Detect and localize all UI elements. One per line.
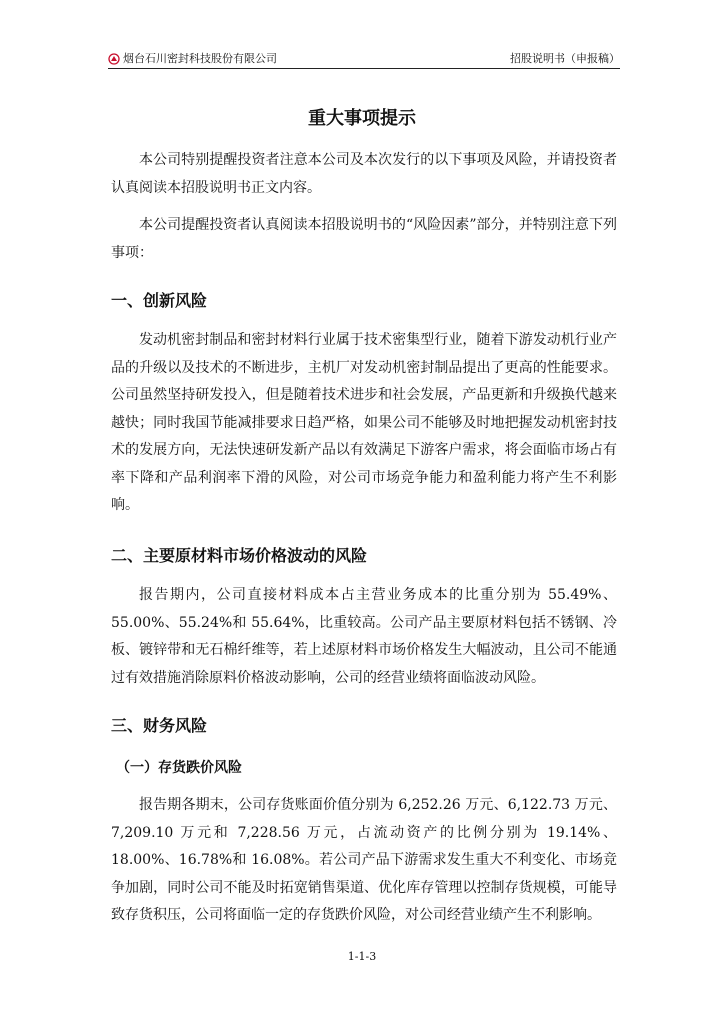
page-title: 重大事项提示	[308, 108, 416, 129]
subsection-heading-inventory-risk: （一）存货跌价风险	[116, 760, 242, 776]
header-company-name: 烟台石川密封科技股份有限公司	[123, 52, 277, 65]
section-heading-financial-risk: 三、财务风险	[111, 716, 208, 735]
page-number: 1-1-3	[347, 950, 377, 963]
header-divider	[108, 68, 620, 69]
section-paragraph-raw-material-risk: 报告期内，公司直接材料成本占主营业务成本的比重分别为 55.49%、55.00%、55.24%和 55.64%，比重较高。公司产品主要原材料包括不锈钢、冷板、镀锌带和无石棉纤维等，若上述原材料市场价格发生大幅波动，且公司不能通过有效措施消除原料价格波动影响，公司的经营业绩将面临波动风险。	[111, 587, 617, 686]
section-heading-innovation-risk: 一、创新风险	[111, 291, 208, 310]
intro-paragraph-2: 本公司提醒投资者认真阅读本招股说明书的“风险因素”部分，并特别注意下列事项：	[111, 217, 617, 261]
header-doc-type: 招股说明书（申报稿）	[510, 52, 620, 65]
page-header	[108, 50, 620, 68]
section-heading-raw-material-risk: 二、主要原材料市场价格波动的风险	[111, 546, 368, 565]
section-paragraph-innovation-risk: 发动机密封制品和密封材料行业属于技术密集型行业，随着下游发动机行业产品的升级以及技术的不断进步，主机厂对发动机密封制品提出了更高的性能要求。公司虽然坚持研发投入，但是随着技术进步和社会发展，产品更新和升级换代越来越快；同时我国节能减排要求日趋严格，如果公司不能够及时地把握发动机密封技术的发展方向，无法快速研发新产品以有效满足下游客户需求，将会面临市场占有率下降和产品利润率下滑的风险，对公司市场竞争能力和盈利能力将产生不利影响。	[111, 332, 617, 513]
section-paragraph-inventory-risk: 报告期各期末，公司存货账面价值分别为 6,252.26 万元、6,122.73 万元、7,209.10 万元和 7,228.56 万元，占流动资产的比例分别为 19.14%、18.00%、16.78%和 16.08%。若公司产品下游需求发生重大不利变化、市场竞争加剧，同时公司不能及时拓宽销售渠道、优化库存管理以控制存货规模，可能导致存货积压，公司将面临一定的存货跌价风险，对公司经营业绩产生不利影响。	[111, 797, 617, 923]
company-logo-icon	[108, 53, 120, 65]
header-company	[108, 50, 277, 68]
intro-paragraph-1: 本公司特别提醒投资者注意本公司及本次发行的以下事项及风险，并请投资者认真阅读本招股说明书正文内容。	[111, 152, 617, 196]
